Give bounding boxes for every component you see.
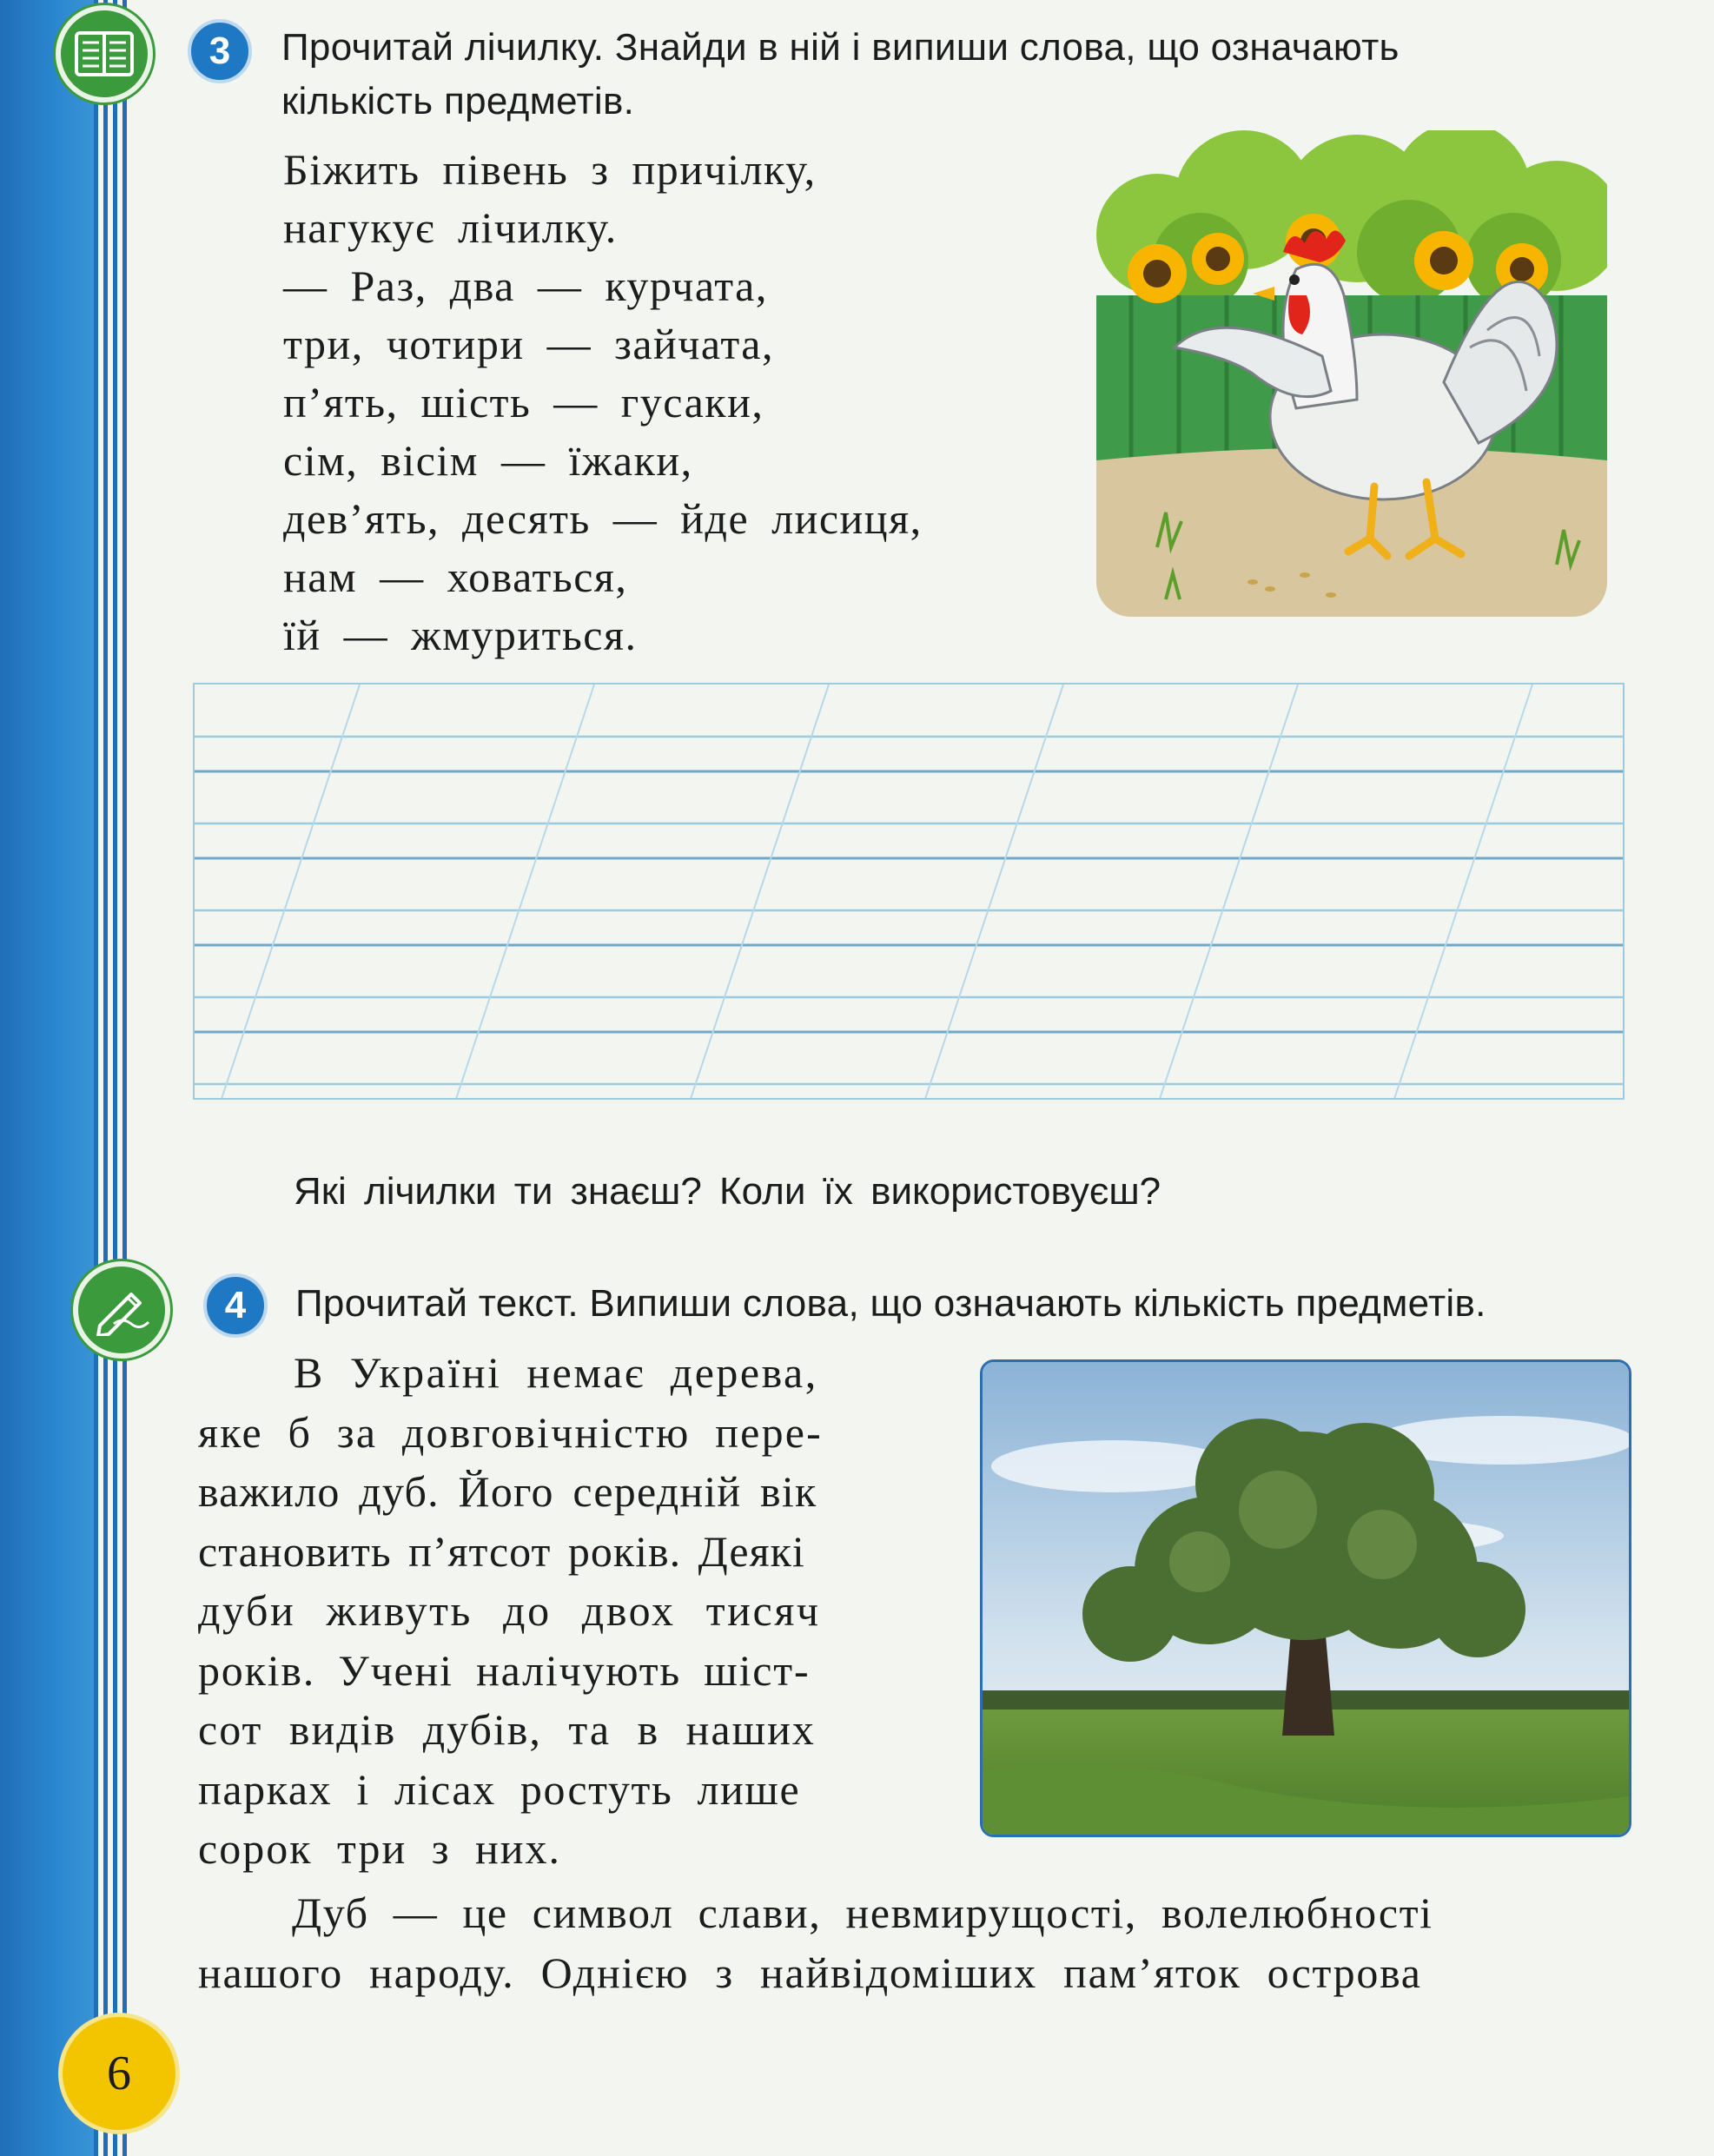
page-number: 6 [63, 2017, 175, 2130]
oak-text-paragraph1 [198, 1343, 954, 1879]
text-line: В Україні немає дерева, [294, 1348, 818, 1397]
rooster-illustration [1096, 130, 1607, 617]
poem-line: дев’ять, десять — йде лисиця, [283, 494, 923, 543]
task-number-3: 3 [188, 19, 252, 83]
text-line: яке б за довговічністю пере- [198, 1407, 824, 1457]
text-line: років. Учені налічують шіст- [198, 1645, 811, 1695]
discussion-question: Які лічилки ти знаєш? Коли їх використовуєш? [294, 1170, 1161, 1213]
poem-line: — Раз, два — курчата, [283, 261, 768, 310]
text-line: Дуб — це символ слави, невмирущості, волелюбності [292, 1888, 1433, 1937]
text-line: дуби живуть до двох тисяч [198, 1586, 821, 1635]
oak-text-paragraph2 [198, 1883, 1631, 2002]
text-line: становить п’ятсот років. Деякі [198, 1526, 805, 1576]
margin-stripes [94, 0, 132, 2156]
counting-rhyme [283, 141, 923, 665]
text-line: сот видів дубів, та в наших [198, 1705, 816, 1754]
task-number-4: 4 [203, 1273, 268, 1338]
poem-line: три, чотири — зайчата, [283, 320, 774, 368]
task3-instruction-line2: кількість предметів. [281, 80, 635, 122]
book-icon [56, 5, 153, 103]
pencil-writing-icon [73, 1261, 170, 1359]
left-margin-band [0, 0, 94, 2156]
poem-line: нам — ховаться, [283, 552, 628, 601]
poem-line: сім, вісім — їжаки, [283, 436, 693, 485]
poem-line: Біжить півень з причілку, [283, 145, 817, 194]
task3-instruction [281, 21, 1400, 129]
text-line: нашого народу. Однією з найвідоміших пам’яток острова [198, 1948, 1422, 1997]
poem-line: нагукує лічилку. [283, 203, 618, 252]
task4-instruction: Прочитай текст. Випиши слова, що означають кількість предметів. [295, 1282, 1486, 1325]
text-line: парках і лісах ростуть лише [198, 1764, 801, 1814]
poem-line: їй — жмуриться. [283, 611, 638, 659]
oak-tree-photo [980, 1359, 1631, 1837]
poem-line: п’ять, шість — гусаки, [283, 378, 764, 427]
writing-practice-area[interactable] [193, 683, 1625, 1100]
text-line: сорок три з них. [198, 1824, 561, 1873]
task3-instruction-line1: Прочитай лічилку. Знайди в ній і випиши слова, що означають [281, 26, 1400, 69]
text-line: важило дуб. Його середній вік [198, 1467, 817, 1516]
